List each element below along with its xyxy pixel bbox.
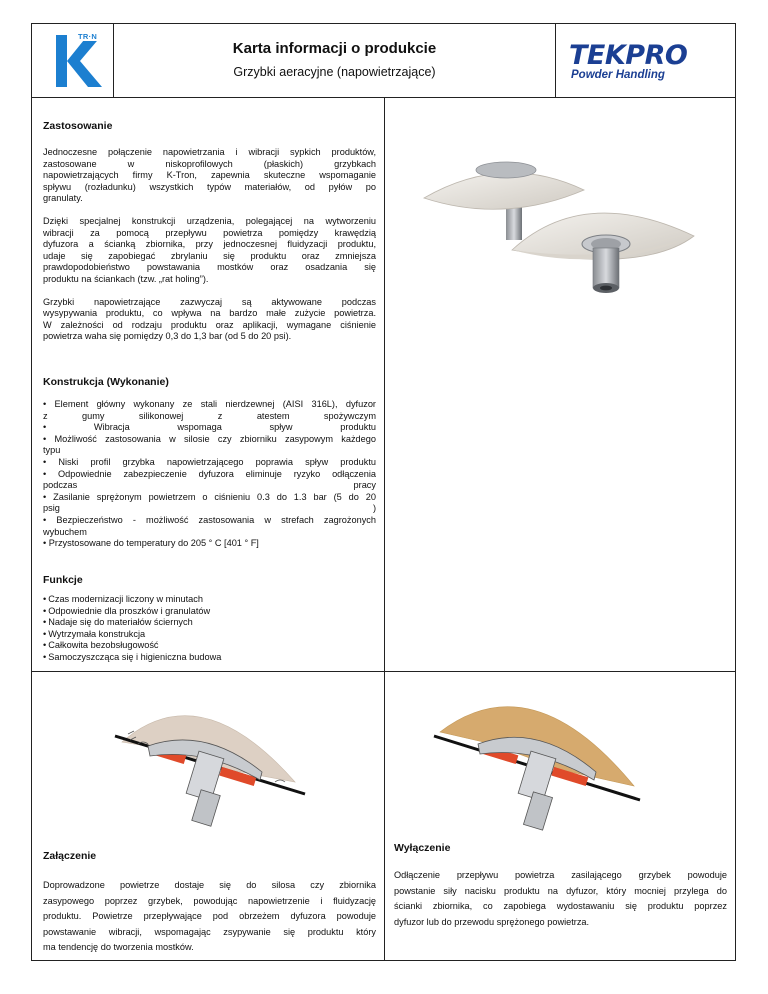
zastosowanie-line: dyfuzora a ścianką zbiornika, przy jednoczesnej fluidyzacji produktu, [43, 239, 376, 250]
wylaczenie-line: ścianki zbiornika, co zapobiega wydostawaniu się produktu poprzez [394, 901, 727, 912]
zastosowanie-line [43, 205, 376, 216]
aeration-on-diagram-icon [110, 684, 310, 844]
wylaczenie-line: dyfuzor lub do przewodu sprężonego powietrza. [394, 916, 590, 927]
funkcje-item-label: Nadaje się do materiałów ściernych [48, 617, 193, 628]
wylaczenie-line: powstanie siły nacisku produktu na dyfuzor, który mocniej przylega do [394, 885, 727, 896]
zalaczenie-text [43, 878, 376, 956]
konstrukcja-line: • Odpowiednie zabezpieczenie dyfuzora eliminuje ryzyko odłączenia [43, 468, 376, 479]
konstrukcja-line: • Przystosowane do temperatury do 205 ° C [401 ° F] [43, 538, 259, 549]
wylaczenie-heading: Wyłączenie [394, 842, 451, 854]
zalaczenie-line: zasypowego poprzez grzybek, powodując napowietrzenie i fluidyzację [43, 895, 376, 906]
zastosowanie-line: Grzybki napowietrzające zazwyczaj są aktywowane podczas [43, 296, 376, 307]
zalaczenie-line: ma tendencję do tworzenia mostków. [43, 942, 194, 953]
funkcje-list [43, 594, 376, 664]
zastosowanie-line: produktu na ściankach (tzw. „rat holing”). [43, 273, 209, 284]
bullet-icon: • [43, 594, 47, 604]
zastosowanie-line: Jednoczesne połączenie napowietrzania i wibracji sypkich produktów, [43, 147, 376, 157]
funkcje-item [43, 617, 376, 629]
konstrukcja-line: z gumy silikonowej z atestem spożywczym [43, 410, 376, 421]
section-zastosowanie [43, 120, 376, 343]
konstrukcja-line: psig ) [43, 503, 376, 514]
wylaczenie-line: Odłączenie przepływu powietrza zasilającego grzybek powoduje [394, 870, 727, 880]
section-zalaczenie [43, 850, 376, 956]
zastosowanie-line: prawdopodobieństwo powstawania mostków oraz osadzania się [43, 262, 376, 273]
zalaczenie-line: powstawanie wibracji, wspomagając zsypywanie się produktu który [43, 926, 376, 937]
ktron-logo [54, 31, 106, 93]
konstrukcja-line: typu [43, 445, 61, 456]
zalaczenie-heading: Załączenie [43, 850, 97, 862]
zastosowanie-text [43, 147, 376, 343]
header-left-divider [113, 24, 114, 97]
konstrukcja-line: • Element główny wykonany ze stali nierdzewnej (AISI 316L), dyfuzor [43, 399, 376, 409]
funkcje-heading: Funkcje [43, 574, 83, 586]
funkcje-item [43, 594, 376, 606]
ktron-logo-text: TR·N [78, 32, 98, 41]
konstrukcja-heading: Konstrukcja (Wykonanie) [43, 376, 169, 388]
center-divider [384, 97, 385, 960]
zastosowanie-line: granulaty. [43, 193, 83, 204]
tekpro-logo [569, 40, 719, 83]
bullet-icon: • [43, 628, 47, 639]
bullet-icon: • [43, 605, 47, 616]
bullet-icon: • [43, 617, 47, 628]
page-title: Karta informacji o produkcie [232, 40, 437, 57]
zastosowanie-line: powietrza waha się pomiędzy 0,3 do 1,3 bar (od 5 do 20 psi). [43, 331, 292, 342]
aeration-pads-photo-icon [394, 124, 729, 354]
konstrukcja-line: • Niski profil grzybka napowietrzającego poprawia spływ produktu [43, 456, 376, 467]
funkcje-item [43, 652, 376, 664]
konstrukcja-line: • Bezpieczeństwo - możliwość zastosowania w strefach zagrożonych [43, 514, 376, 525]
zastosowanie-line [43, 286, 376, 297]
funkcje-item-label: Samoczyszcząca się i higieniczna budowa [48, 651, 222, 662]
konstrukcja-line: • Możliwość zastosowania w silosie czy zbiorniku zasypowym każdego [43, 433, 376, 444]
funkcje-item [43, 629, 376, 641]
zalaczenie-line: Doprowadzone powietrze dostaje się do silosa czy zbiornika [43, 880, 376, 890]
diagram-on [110, 684, 310, 844]
page-subtitle: Grzybki aeracyjne (napowietrzające) [233, 65, 436, 79]
tekpro-tagline: Powder Handling [571, 69, 665, 81]
page-frame [31, 23, 736, 961]
zastosowanie-line: W zależności od rodzaju produktu oraz aplikacji, wymagane ciśnienie [43, 319, 376, 330]
bullet-icon: • [43, 640, 47, 651]
konstrukcja-line: podczas pracy [43, 480, 376, 491]
funkcje-item [43, 606, 376, 618]
konstrukcja-line: • Zasilanie sprężonym powietrzem o ciśnieniu 0.3 do 1.3 bar (5 do 20 [43, 491, 376, 502]
funkcje-item-label: Całkowita bezobsługowość [48, 640, 159, 651]
zastosowanie-line: Dzięki specjalnej konstrukcji urządzenia, polegającej na wytworzeniu [43, 215, 376, 226]
zastosowanie-line: wysypywania produktu, co wpływa na bardzo małe zużycie powietrza. [43, 308, 376, 319]
funkcje-item [43, 640, 376, 652]
header-right-divider [555, 24, 556, 97]
wylaczenie-text [394, 868, 727, 930]
konstrukcja-line: wybuchem [43, 526, 87, 537]
section-konstrukcja [43, 376, 376, 550]
konstrukcja-text [43, 399, 376, 550]
section-wylaczenie [394, 842, 727, 930]
funkcje-item-label: Czas modernizacji liczony w minutach [48, 594, 203, 604]
tekpro-brand: TEKPRO [569, 40, 688, 71]
diagram-off [432, 676, 642, 846]
zastosowanie-line: napowietrzających firmy K-Tron, zapewnia skuteczne wspomaganie [43, 170, 376, 181]
bullet-icon: • [43, 651, 47, 662]
zastosowanie-line: wibracji za pomocą przepływu powietrza pomiędzy krawędzią [43, 227, 376, 238]
zastosowanie-line: zastosowane w niskoprofilowych (płaskich) grzybkach [43, 158, 376, 169]
product-photo [394, 124, 729, 354]
zalaczenie-line: produktu. Powietrze przepływające pod obrzeżem dyfuzora powoduje [43, 911, 376, 922]
konstrukcja-line: • Wibracja wspomaga spływ produktu [43, 422, 376, 433]
funkcje-item-label: Odpowiednie dla proszków i granulatów [48, 605, 211, 616]
zastosowanie-heading: Zastosowanie [43, 120, 113, 132]
funkcje-item-label: Wytrzymała konstrukcja [48, 628, 146, 639]
aeration-off-diagram-icon [432, 676, 642, 846]
zastosowanie-line: spływu (rozładunku) wszystkich typów materiałów, od pyłów po [43, 181, 376, 192]
section-funkcje [43, 574, 376, 664]
zastosowanie-line: udaje się zapobiegać zbrylaniu się produktu oraz zmniejsza [43, 250, 376, 261]
